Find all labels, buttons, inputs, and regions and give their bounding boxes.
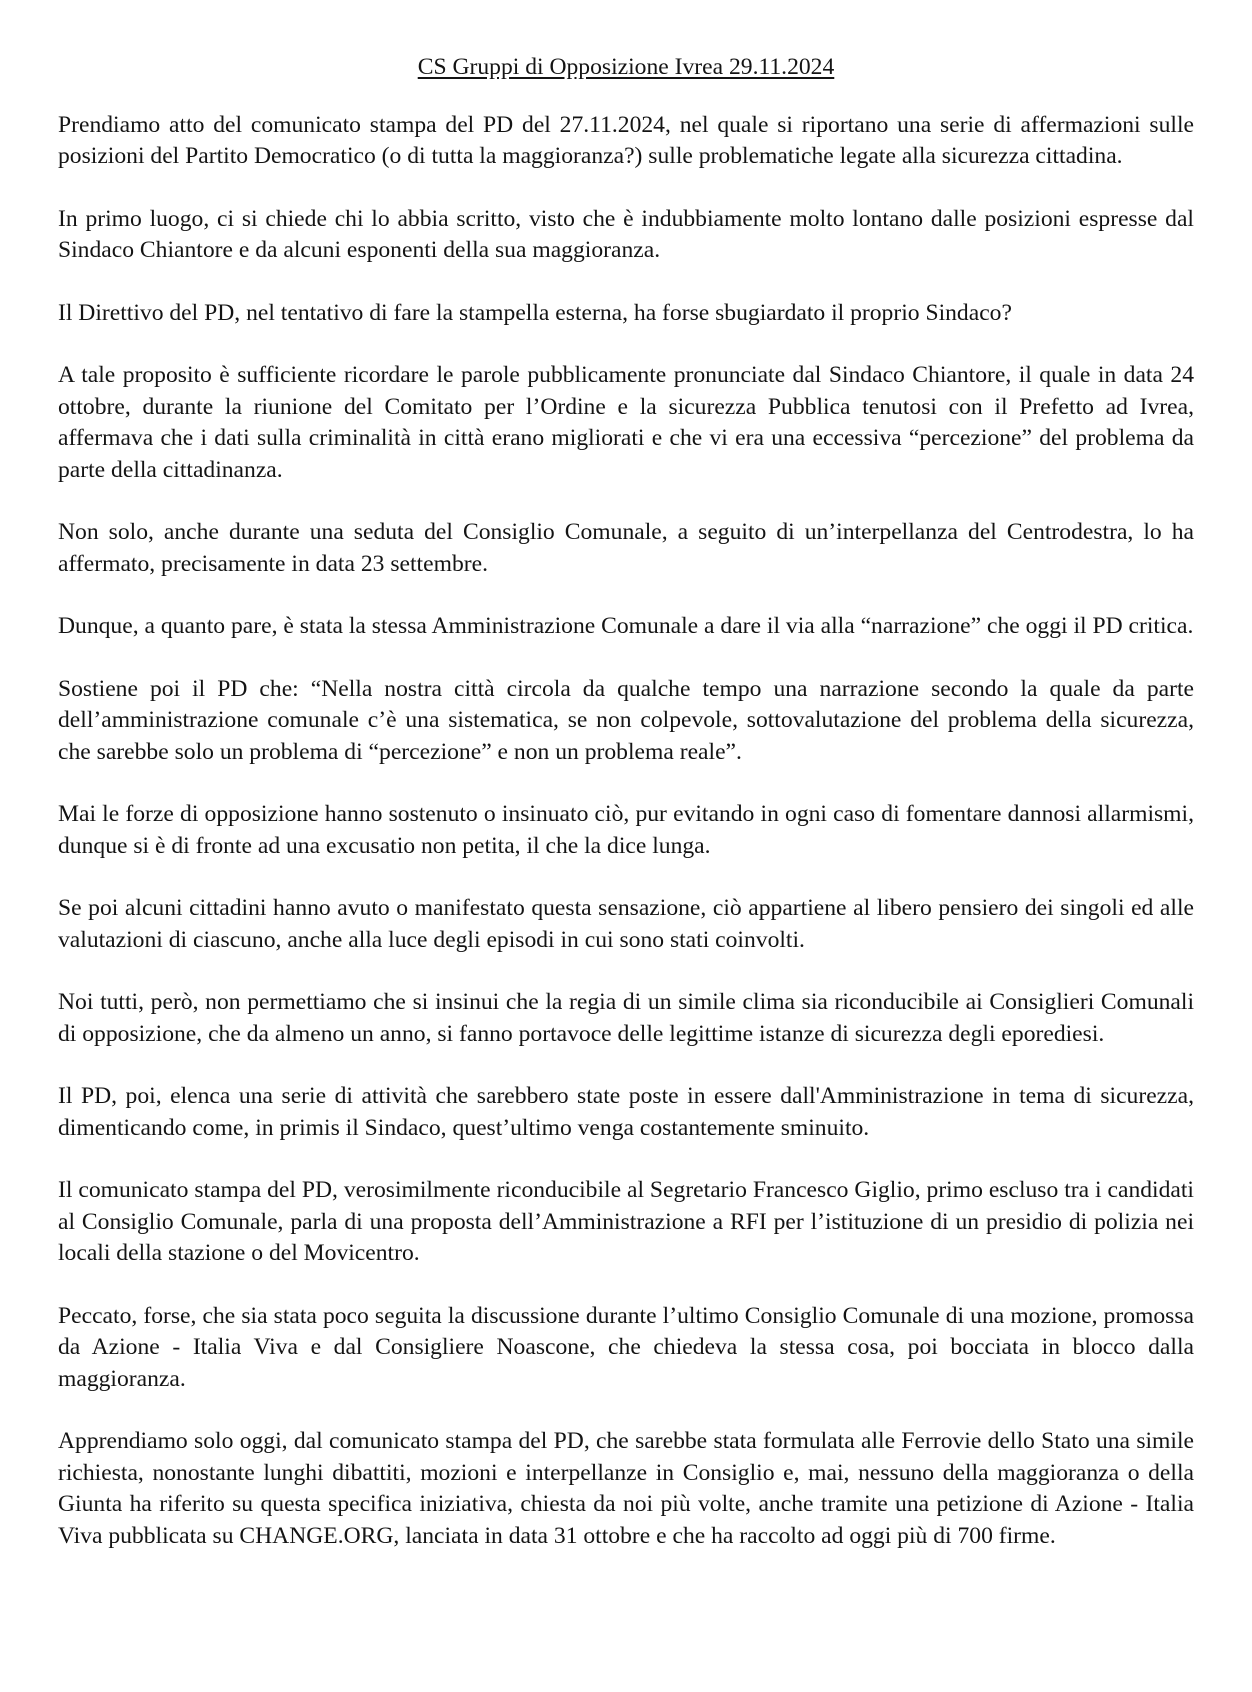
paragraph: Il PD, poi, elenca una serie di attività che sarebbero state poste in essere dall'Amministrazione in tema di sicurezza, dimenticando come, in primis il Sindaco, quest’ultimo venga costantemente sminuito. [58,1083,1194,1141]
paragraph: Mai le forze di opposizione hanno sostenuto o insinuato ciò, pur evitando in ogni caso di fomentare dannosi allarmismi, dunque si è di fronte ad una excusatio non petita, il che la dice lunga. [58,801,1194,859]
paragraph: Non solo, anche durante una seduta del Consiglio Comunale, a seguito di un’interpellanza del Centrodestra, lo ha affermato, precisamente in data 23 settembre. [58,519,1194,577]
paragraph: Sostiene poi il PD che: “Nella nostra città circola da qualche tempo una narrazione secondo la quale da parte dell’amministrazione comunale c’è una sistematica, se non colpevole, sottovalutazione del problema della sicurezza, che sarebbe solo un problema di “percezione” e non un problema reale”. [58,675,1194,765]
paragraph: Prendiamo atto del comunicato stampa del PD del 27.11.2024, nel quale si riportano una serie di affermazioni sulle posizioni del Partito Democratico (o di tutta la maggioranza?) sulle problematiche legate alla sicurezza cittadina. [58,111,1194,169]
document-title: CS Gruppi di Opposizione Ivrea 29.11.2024 [417,54,835,80]
paragraph: A tale proposito è sufficiente ricordare le parole pubblicamente pronunciate dal Sindaco Chiantore, il quale in data 24 ottobre, durante la riunione del Comitato per l’Ordine e la sicurezza Pubblica tenutosi con il Prefetto ad Ivrea, affermava che i dati sulla criminalità in città erano migliorati e che vi era una eccessiva “percezione” del problema da parte della cittadinanza. [58,362,1194,483]
paragraph: Peccato, forse, che sia stata poco seguita la discussione durante l’ultimo Consiglio Comunale di una mozione, promossa da Azione - Italia Viva e dal Consigliere Noascone, che chiedeva la stessa cosa, poi bocciata in blocco dalla maggioranza. [58,1302,1194,1392]
paragraph: In primo luogo, ci si chiede chi lo abbia scritto, visto che è indubbiamente molto lontano dalle posizioni espresse dal Sindaco Chiantore e da alcuni esponenti della sua maggioranza. [58,205,1194,263]
paragraph: Se poi alcuni cittadini hanno avuto o manifestato questa sensazione, ciò appartiene al libero pensiero dei singoli ed alle valutazioni di ciascuno, anche alla luce degli episodi in cui sono stati coinvolti. [58,895,1194,953]
paragraph: Il comunicato stampa del PD, verosimilmente riconducibile al Segretario Francesco Giglio, primo escluso tra i candidati al Consiglio Comunale, parla di una proposta dell’Amministrazione a RFI per l’istituzione di un presidio di polizia nei locali della stazione o del Movicentro. [58,1177,1194,1266]
paragraph: Apprendiamo solo oggi, dal comunicato stampa del PD, che sarebbe stata formulata alle Ferrovie dello Stato una simile richiesta, nonostante lunghi dibattiti, mozioni e interpellanze in Consiglio e, mai, nessuno della maggioranza o della Giunta ha riferito su questa specifica iniziativa, chiesta da noi più volte, anche tramite una petizione di Azione - Italia Viva pubblicata su CHANGE.ORG, lanciata in data 31 ottobre e che ha raccolto ad oggi più di 700 firme. [58,1428,1194,1549]
paragraph: Dunque, a quanto pare, è stata la stessa Amministrazione Comunale a dare il via alla “narrazione” che oggi il PD critica. [58,613,1194,639]
paragraph: Il Direttivo del PD, nel tentativo di fare la stampella esterna, ha forse sbugiardato il proprio Sindaco? [58,299,1012,326]
paragraph: Noi tutti, però, non permettiamo che si insinui che la regia di un simile clima sia riconducibile ai Consiglieri Comunali di opposizione, che da almeno un anno, si fanno portavoce delle legittime istanze di sicurezza degli eporediesi. [58,989,1194,1047]
document-page [58,52,1194,1552]
